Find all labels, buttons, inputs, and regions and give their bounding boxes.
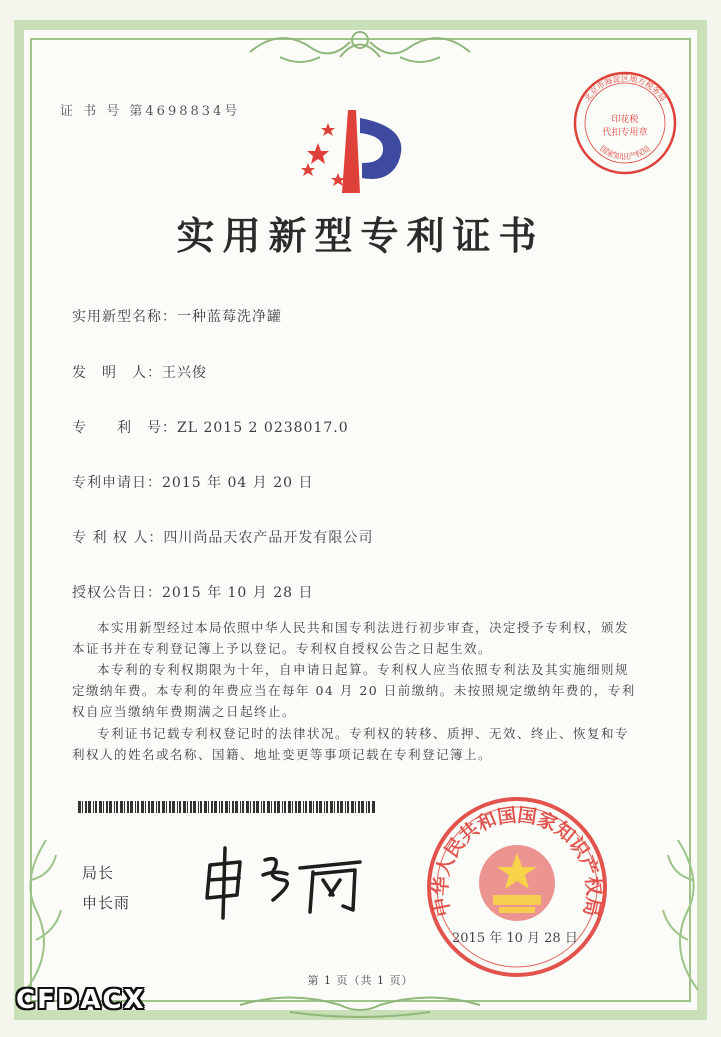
page-footer: 第 1 页（共 1 页） xyxy=(307,974,414,987)
field-patent-no xyxy=(72,417,349,437)
tax-stamp-line2: 代扣专用章 xyxy=(602,128,648,138)
certificate-number: 证 书 号 第4698834号 xyxy=(60,104,241,119)
signature-title: 局长 xyxy=(82,864,115,882)
official-seal xyxy=(425,795,610,980)
field-patentee-value: 四川尚品天农产品开发有限公司 xyxy=(163,530,374,546)
field-inventor-label: 发 明 人： xyxy=(72,365,162,381)
top-ornament xyxy=(240,22,480,72)
field-patentee-label: 专 利 权 人： xyxy=(72,530,164,546)
tax-stamp-line1: 印花税 xyxy=(611,115,639,125)
patent-office-logo xyxy=(298,108,418,198)
barcode xyxy=(78,801,378,813)
field-filing-date xyxy=(72,472,314,492)
field-patentee xyxy=(72,527,373,547)
svg-text:北京市海淀区地方税务局 xyxy=(582,73,667,103)
watermark: CFDACX xyxy=(16,985,146,1015)
tax-stamp-bottom-text: 国家知识产权局 xyxy=(598,143,652,162)
seal-date: 2015 年 10 月 28 日 xyxy=(452,931,578,946)
field-name-value: 一种蓝莓洗净罐 xyxy=(177,309,282,325)
field-name xyxy=(72,306,282,326)
field-inventor xyxy=(72,362,207,382)
field-grant-date xyxy=(72,582,314,602)
field-patent-no-value: ZL 2015 2 0238017.0 xyxy=(177,420,349,436)
paragraph-1: 本实用新型经过本局依照中华人民共和国专利法进行初步审查，决定授予专利权，颁发本证书并在专利登记簿上予以登记。专利权自授权公告之日起生效。 xyxy=(72,620,630,656)
field-grant-date-value: 2015 年 10 月 28 日 xyxy=(162,585,314,601)
tax-stamp-ring-text: 北京市海淀区地方税务局 xyxy=(582,74,668,104)
tax-stamp xyxy=(570,68,680,178)
paragraph-2: 本专利的专利权期限为十年，自申请日起算。专利权人应当依照专利法及其实施细则规定缴纳年费。本专利的年费应当在每年 04 月 20 日前缴纳。未按照规定缴纳年费的，专利权自应当缴纳年费期满之日起终止。 xyxy=(72,662,636,719)
field-grant-date-label: 授权公告日： xyxy=(72,585,162,601)
paragraph-3: 专利证书记载专利权登记时的法律状况。专利权的转移、质押、无效、终止、恢复和专利权人的姓名或名称、国籍、地址变更等事项记载在专利登记簿上。 xyxy=(72,726,630,762)
handwritten-signature xyxy=(195,840,375,920)
field-filing-date-label: 专利申请日： xyxy=(72,475,162,491)
field-filing-date-value: 2015 年 04 月 20 日 xyxy=(162,475,314,491)
field-name-label: 实用新型名称： xyxy=(72,309,177,325)
field-inventor-value: 王兴俊 xyxy=(162,365,207,381)
seal-ring-text: 中华人民共和国国家知识产权局 xyxy=(429,804,605,919)
signature-name: 申长雨 xyxy=(82,894,131,912)
bottom-ornament xyxy=(230,990,490,1020)
certificate-title: 实用新型专利证书 xyxy=(176,213,545,258)
field-patent-no-label: 专 利 号： xyxy=(72,420,177,436)
